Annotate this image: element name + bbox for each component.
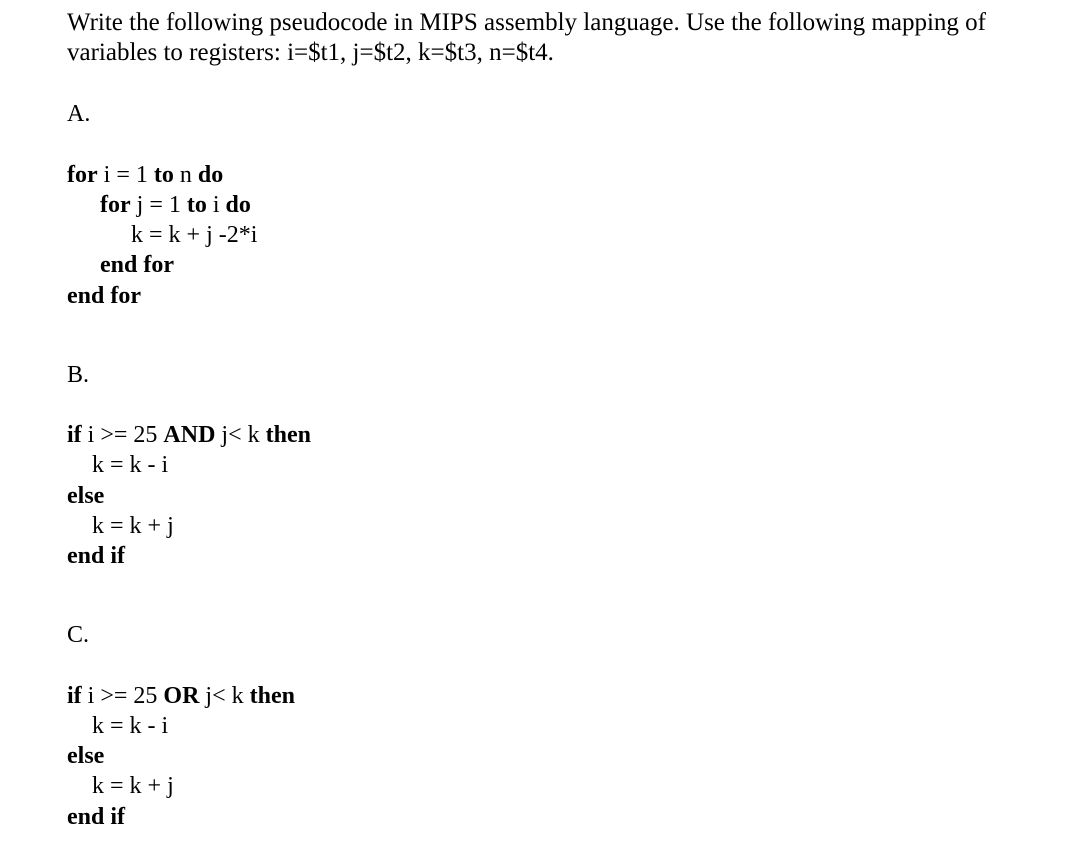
code-text: i >= 25 xyxy=(81,422,164,448)
keyword: for xyxy=(67,162,98,188)
instructions-line-2: variables to registers: i=$t1, j=$t2, k=$t3, n=$t4. xyxy=(67,39,554,66)
part-c-else-statement: k = k + j xyxy=(92,773,174,799)
code-text: j< k xyxy=(199,683,250,709)
keyword: do xyxy=(197,162,224,188)
code-text: j = 1 xyxy=(130,192,187,218)
part-c-label: C. xyxy=(67,622,90,648)
keyword: then xyxy=(249,683,295,709)
keyword: AND xyxy=(163,422,216,448)
part-a-label: A. xyxy=(67,101,91,127)
keyword: for xyxy=(100,192,131,218)
keyword: if xyxy=(67,683,82,709)
keyword: OR xyxy=(163,683,200,709)
part-a-loop-body: k = k + j -2*i xyxy=(131,222,258,248)
keyword: if xyxy=(67,422,82,448)
part-b-end-if: end if xyxy=(67,543,126,569)
code-text: j< k xyxy=(215,422,266,448)
part-b-condition xyxy=(67,421,311,449)
part-a-inner-for xyxy=(100,191,251,219)
part-b-label: B. xyxy=(67,362,90,388)
keyword: do xyxy=(225,192,251,218)
keyword: to xyxy=(153,162,174,188)
part-a-outer-for xyxy=(67,161,223,189)
part-b-then-statement: k = k - i xyxy=(92,452,169,478)
instructions xyxy=(67,8,1057,68)
keyword: to xyxy=(186,192,207,218)
part-b-else: else xyxy=(67,483,105,509)
code-text: i xyxy=(206,192,226,218)
part-c-condition xyxy=(67,682,295,710)
code-text: i >= 25 xyxy=(81,683,164,709)
keyword: then xyxy=(265,422,311,448)
part-c-end-if: end if xyxy=(67,804,126,830)
part-a-outer-end-for: end for xyxy=(67,283,141,309)
part-c-then-statement: k = k - i xyxy=(92,713,169,739)
part-c-else: else xyxy=(67,743,105,769)
code-text: i = 1 xyxy=(97,162,154,188)
code-text: n xyxy=(173,162,198,188)
instructions-line-1: Write the following pseudocode in MIPS assembly language. Use the following mapping of xyxy=(67,9,986,36)
part-a-inner-end-for: end for xyxy=(100,252,174,278)
part-b-else-statement: k = k + j xyxy=(92,513,174,539)
